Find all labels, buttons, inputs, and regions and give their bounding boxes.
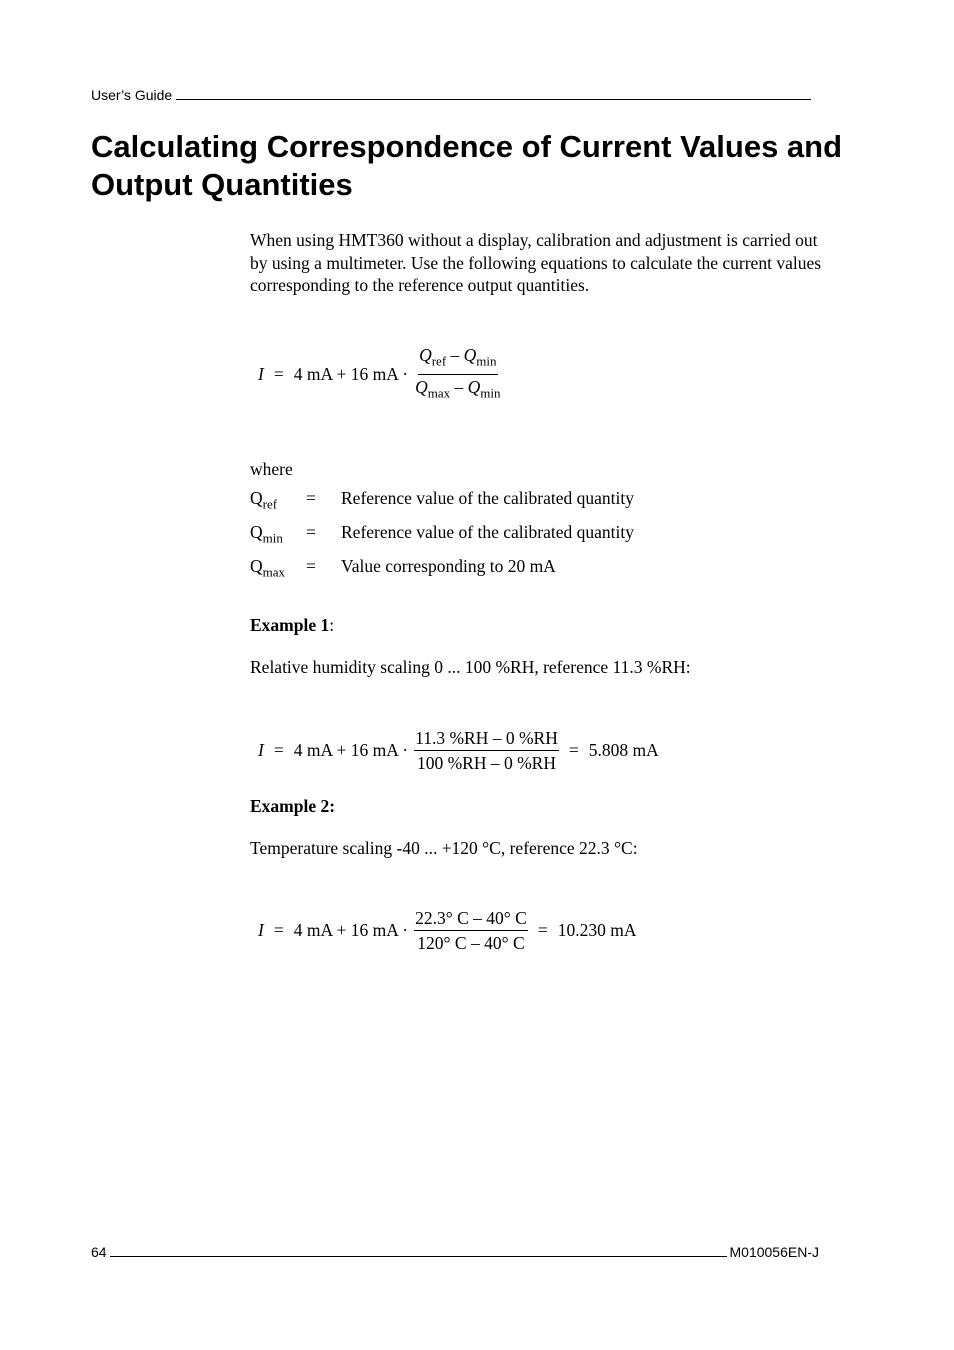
definition-row [250, 488, 634, 513]
definition-description: Value corresponding to 20 mA [341, 556, 556, 576]
definition-row [250, 522, 634, 547]
definition-description: Reference value of the calibrated quantity [341, 522, 634, 542]
header-rule [176, 87, 811, 100]
formula-numerator: $Q_{ref} - Q_{min}$ [418, 344, 497, 375]
example2-fraction [414, 907, 528, 954]
page-header [91, 87, 811, 103]
section-heading: Calculating Correspondence of Current Values and Output Quantities [91, 129, 843, 202]
example2-numerator: 22.3° C – 40° C [414, 907, 528, 931]
example2-lhs: I [258, 920, 264, 940]
definition-symbol: $Q_{ref}$ [250, 488, 278, 512]
example1-formula [258, 727, 659, 774]
example1-base: 4 mA + 16 mA · [293, 740, 409, 760]
header-title: User’s Guide [91, 87, 173, 103]
example2-heading [250, 795, 830, 818]
example2-denominator: 120° C – 40° C [417, 933, 525, 953]
definition-description: Reference value of the calibrated quantity [341, 488, 634, 508]
definition-equals: = [306, 556, 316, 576]
example2-equals: = [273, 920, 284, 940]
general-formula [258, 344, 508, 404]
example1-heading: Example 1: [250, 615, 335, 635]
example2-result: 10.230 mA [557, 920, 637, 940]
definition-symbol: $Q_{min}$ [250, 522, 283, 546]
example1-equals: = [273, 740, 284, 760]
formula-equals: = [273, 363, 284, 384]
definition-equals: = [306, 488, 316, 508]
definition-symbol: $Q_{max}$ [250, 556, 286, 580]
example1-label: Example 1 [250, 615, 330, 635]
example1-fraction [414, 727, 559, 774]
example1-denominator: 100 %RH – 0 %RH [416, 753, 556, 773]
page-number: 64 [91, 1244, 107, 1260]
example1-result-equals: = [568, 740, 579, 760]
document-code: M010056EN-J [729, 1244, 819, 1260]
formula-lhs: I [258, 363, 264, 384]
intro-paragraph: When using HMT360 without a display, calibration and adjustment is carried out by using a multimeter. Use the following equations to calculate the current values corresponding to the reference output quantities. [250, 230, 822, 295]
example2-formula [258, 907, 636, 954]
formula-base: 4 mA + 16 mA · [293, 363, 409, 384]
example1-lhs: I [258, 740, 264, 760]
definition-equals: = [306, 522, 316, 542]
page-footer [91, 1244, 819, 1260]
definition-row [250, 556, 556, 581]
footer-rule [110, 1244, 727, 1257]
formula-denominator: $Q_{max} - Q_{min}$ [415, 376, 501, 400]
example1-description: Relative humidity scaling 0 ... 100 %RH, reference 11.3 %RH: [250, 657, 691, 677]
formula-fraction [414, 344, 501, 404]
example1-numerator: 11.3 %RH – 0 %RH [414, 727, 559, 751]
example2-label: Example 2: [250, 796, 336, 816]
where-label: where [250, 459, 293, 479]
example1-result: 5.808 mA [588, 740, 659, 760]
example2-description: Temperature scaling -40 ... +120 °C, reference 22.3 °C: [250, 838, 638, 858]
example2-base: 4 mA + 16 mA · [293, 920, 409, 940]
example2-result-equals: = [537, 920, 548, 940]
